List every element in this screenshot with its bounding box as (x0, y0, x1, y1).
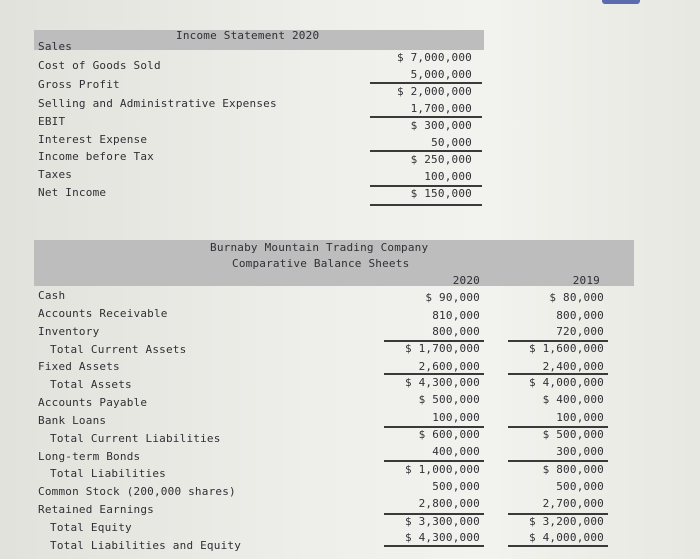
income-row-value: $ 300,000 (410, 119, 472, 132)
balance-row-value-2020: 800,000 (432, 325, 480, 338)
balance-row-value-2020: 2,800,000 (418, 497, 480, 510)
balance-row-value-2019: $ 800,000 (542, 463, 604, 476)
income-row-label: Interest Expense (38, 133, 148, 146)
income-underline (370, 82, 482, 84)
income-row-value: $ 7,000,000 (396, 51, 472, 64)
income-row-value: $ 250,000 (410, 153, 472, 166)
balance-row-label: Total Liabilities and Equity (50, 539, 242, 552)
balance-underline (508, 460, 608, 462)
balance-row-value-2020: $ 4,300,000 (404, 531, 480, 544)
balance-underline (508, 545, 608, 547)
income-row-label: Gross Profit (38, 78, 120, 91)
balance-row-label: Fixed Assets (38, 360, 120, 373)
balance-underline (508, 373, 608, 375)
corner-tab (602, 0, 640, 4)
income-statement-title: Income Statement 2020 (176, 29, 320, 42)
balance-row-value-2019: 500,000 (556, 480, 604, 493)
balance-underline (384, 545, 484, 547)
income-row-label: Taxes (38, 168, 73, 181)
balance-row-label: Common Stock (200,000 shares) (38, 485, 236, 498)
balance-row-value-2020: $ 1,700,000 (404, 342, 480, 355)
income-row-value: $ 150,000 (410, 187, 472, 200)
balance-row-label: Bank Loans (38, 414, 107, 427)
balance-row-label: Accounts Receivable (38, 307, 168, 320)
balance-row-value-2020: $ 1,000,000 (404, 463, 480, 476)
column-header-2020: 2020 (452, 274, 480, 287)
company-name: Burnaby Mountain Trading Company (210, 241, 429, 254)
balance-underline (384, 460, 484, 462)
column-header-2019: 2019 (572, 274, 600, 287)
balance-row-label: Total Liabilities (50, 467, 166, 480)
income-row-value: 100,000 (424, 170, 472, 183)
income-row-label: Income before Tax (38, 150, 154, 163)
balance-row-value-2020: $ 3,300,000 (404, 515, 480, 528)
income-underline (370, 204, 482, 206)
income-row-label: Cost of Goods Sold (38, 59, 161, 72)
balance-row-value-2019: 720,000 (556, 325, 604, 338)
balance-row-value-2019: $ 4,000,000 (528, 376, 604, 389)
income-row-label: EBIT (38, 115, 66, 128)
income-row-value: $ 2,000,000 (396, 85, 472, 98)
balance-row-value-2019: $ 1,600,000 (528, 342, 604, 355)
balance-row-value-2019: 800,000 (556, 309, 604, 322)
balance-row-value-2019: 2,400,000 (542, 360, 604, 373)
balance-row-value-2019: 300,000 (556, 445, 604, 458)
balance-sheet-subtitle: Comparative Balance Sheets (232, 257, 410, 270)
balance-row-value-2019: 100,000 (556, 411, 604, 424)
balance-row-value-2020: $ 600,000 (418, 428, 480, 441)
balance-row-label: Retained Earnings (38, 503, 154, 516)
balance-row-value-2020: 100,000 (432, 411, 480, 424)
balance-row-label: Total Current Assets (50, 343, 187, 356)
balance-row-value-2020: 810,000 (432, 309, 480, 322)
balance-row-value-2020: 500,000 (432, 480, 480, 493)
balance-row-label: Long-term Bonds (38, 450, 141, 463)
income-row-label: Selling and Administrative Expenses (38, 97, 277, 110)
income-row-value: 5,000,000 (410, 68, 472, 81)
balance-row-value-2019: $ 4,000,000 (528, 531, 604, 544)
balance-row-value-2019: 2,700,000 (542, 497, 604, 510)
balance-row-value-2020: $ 500,000 (418, 393, 480, 406)
balance-row-label: Cash (38, 289, 66, 302)
balance-row-label: Accounts Payable (38, 396, 148, 409)
income-row-value: 1,700,000 (410, 102, 472, 115)
income-row-label: Net Income (38, 186, 107, 199)
balance-row-value-2019: $ 3,200,000 (528, 515, 604, 528)
income-row-label: Sales (38, 40, 73, 53)
balance-row-value-2020: $ 4,300,000 (404, 376, 480, 389)
balance-row-label: Total Assets (50, 378, 132, 391)
income-underline (370, 116, 482, 118)
balance-underline (384, 373, 484, 375)
balance-row-label: Inventory (38, 325, 100, 338)
balance-row-value-2019: $ 80,000 (549, 291, 604, 304)
balance-row-value-2020: 400,000 (432, 445, 480, 458)
income-row-value: 50,000 (431, 136, 472, 149)
balance-row-value-2019: $ 500,000 (542, 428, 604, 441)
income-underline (370, 150, 482, 152)
balance-row-value-2020: $ 90,000 (425, 291, 480, 304)
balance-row-label: Total Current Liabilities (50, 432, 221, 445)
balance-row-label: Total Equity (50, 521, 132, 534)
balance-row-value-2020: 2,600,000 (418, 360, 480, 373)
balance-row-value-2019: $ 400,000 (542, 393, 604, 406)
